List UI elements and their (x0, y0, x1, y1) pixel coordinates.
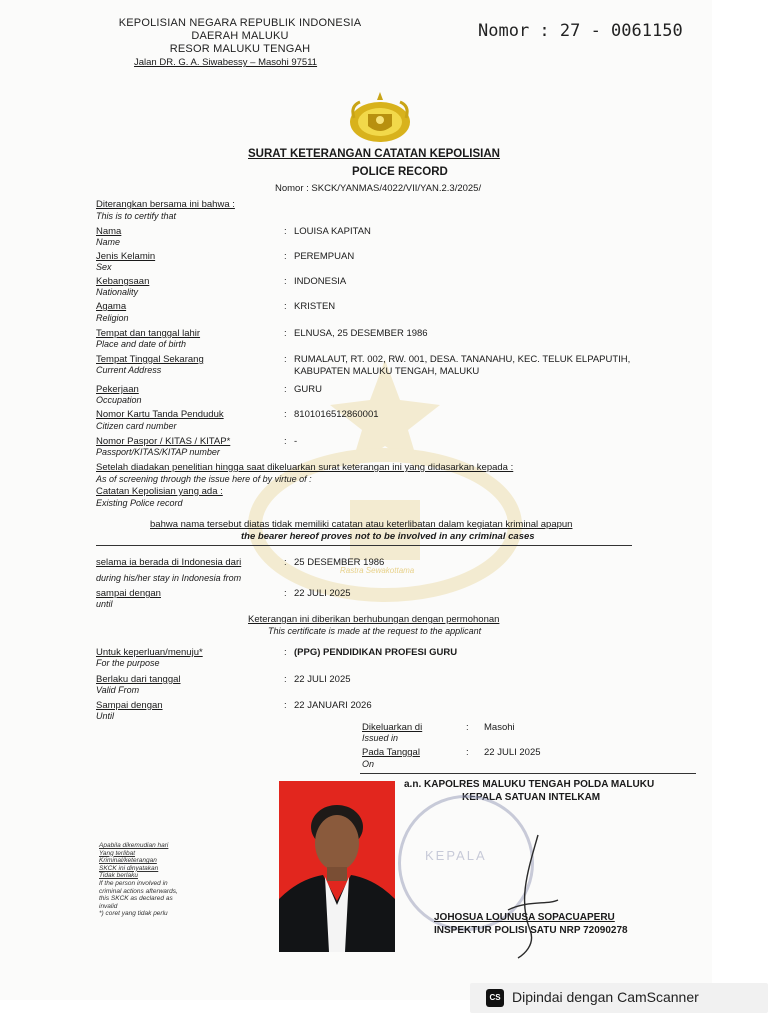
field-value: KRISTEN (294, 301, 336, 312)
issued-label: Dikeluarkan di (362, 722, 423, 733)
purpose-label: Sampai dengan (96, 700, 163, 711)
document-serial-number: Nomor : 27 - 0061150 (478, 21, 683, 41)
purpose-label: Untuk keperluan/menuju* (96, 647, 203, 658)
intro-label-english: This is to certify that (96, 211, 177, 221)
field-label-english: Passport/KITAS/KITAP number (96, 447, 220, 457)
issued-value: Masohi (484, 722, 515, 733)
field-label-english: Current Address (96, 365, 162, 375)
signature-authority: a.n. KAPOLRES MALUKU TENGAH POLDA MALUKU (404, 779, 655, 790)
field-label: Tempat dan tanggal lahir (96, 328, 201, 339)
police-record-label-english: Existing Police record (96, 498, 183, 508)
field-colon: : (284, 328, 287, 339)
field-value: - (294, 436, 298, 447)
field-colon: : (284, 409, 287, 420)
stay-value: 22 JULI 2025 (294, 588, 351, 599)
clearance-statement-english: the bearer hereof proves not to be involved in any criminal cases (241, 531, 535, 542)
field-value-continued: KABUPATEN MALUKU TENGAH, MALUKU (294, 366, 480, 377)
screening-label-english: As of screening through the issue here of by virtue of : (96, 474, 312, 484)
divider (96, 545, 632, 546)
field-label-english: Sex (96, 262, 112, 272)
field-label-english: Occupation (96, 395, 142, 405)
field-label: Kebangsaan (96, 276, 150, 287)
field-colon: : (284, 251, 287, 262)
footnote-line: Kriminal/keterangan (99, 857, 157, 865)
footnote-line: Apabila dikemudian hari (99, 842, 169, 849)
signature-position: KEPALA SATUAN INTELKAM (462, 792, 601, 803)
watermark-text: Rastra Sewakottama (340, 566, 415, 575)
field-label-english: Citizen card number (96, 421, 177, 431)
footnote-line: SKCK ini dinyatakan (99, 864, 159, 872)
field-colon: : (284, 226, 287, 237)
screening-label: Setelah diadakan penelitian hingga saat dikeluarkan surat keterangan ini yang didasarkan kepada : (96, 462, 514, 473)
header-line-2: DAERAH MALUKU (191, 30, 289, 42)
purpose-label-english: Until (96, 711, 115, 721)
field-colon: : (284, 436, 287, 447)
purpose-value: 22 JULI 2025 (294, 674, 351, 685)
purpose-colon: : (284, 647, 287, 658)
field-label: Nama (96, 226, 122, 237)
stay-label-english: during his/her stay in Indonesia from (96, 573, 242, 583)
field-label: Jenis Kelamin (96, 251, 156, 262)
purpose-label-english: Valid From (96, 685, 140, 695)
footnote-line: Yang terlibat (99, 849, 136, 857)
camscanner-label: Dipindai dengan CamScanner (512, 989, 699, 1005)
field-value: RUMALAUT, RT. 002, RW. 001, DESA. TANANAHU, KEC. TELUK ELPAPUTIH, (294, 354, 631, 365)
person-portrait-icon (279, 781, 395, 952)
field-label-english: Place and date of birth (96, 339, 187, 349)
field-value: ELNUSA, 25 DESEMBER 1986 (294, 328, 428, 339)
signatory-name: JOHOSUA LOUNUSA SOPACUAPERU (434, 912, 615, 923)
stay-label: selama ia berada di Indonesia dari (96, 557, 242, 568)
header-line-3: RESOR MALUKU TENGAH (169, 43, 311, 55)
camscanner-logo-icon: CS (486, 989, 504, 1007)
field-value: GURU (294, 384, 322, 395)
issued-colon: : (466, 747, 469, 758)
intro-label: Diterangkan bersama ini bahwa : (96, 199, 235, 210)
footnote-line: criminal actions afterwards, (99, 887, 178, 895)
purpose-value: (PPG) PENDIDIKAN PROFESI GURU (294, 647, 458, 658)
stay-colon: : (284, 557, 287, 568)
signatory-rank: INSPEKTUR POLISI SATU NRP 72090278 (434, 925, 628, 936)
field-label: Nomor Paspor / KITAS / KITAP* (96, 436, 231, 447)
issued-label: Pada Tanggal (362, 747, 420, 758)
header-line-1: KEPOLISIAN NEGARA REPUBLIK INDONESIA (118, 17, 362, 29)
stamp-text: KEPALA (425, 848, 487, 863)
field-label-english: Religion (96, 313, 129, 323)
applicant-photo (279, 781, 395, 952)
field-label: Pekerjaan (96, 384, 139, 395)
field-label: Nomor Kartu Tanda Penduduk (96, 409, 224, 420)
header-address: Jalan DR. G. A. Siwabessy – Masohi 97511 (134, 57, 318, 68)
field-colon: : (284, 354, 287, 365)
field-value: INDONESIA (294, 276, 347, 287)
field-label: Tempat Tinggal Sekarang (96, 354, 204, 365)
purpose-colon: : (284, 700, 287, 711)
request-note-english: This certificate is made at the request to the applicant (268, 626, 482, 636)
issued-label-english: On (362, 759, 375, 769)
stay-label: sampai dengan (96, 588, 161, 599)
issued-colon: : (466, 722, 469, 733)
stay-label-english: until (96, 599, 113, 609)
footnote-line: this SKCK as declared as (99, 895, 173, 903)
footnote-line: Tidak berlaku (99, 872, 138, 880)
document-number: Nomor : SKCK/YANMAS/4022/VII/YAN.2.3/2025/ (275, 183, 482, 194)
purpose-label: Berlaku dari tanggal (96, 674, 181, 685)
stay-colon: : (284, 588, 287, 599)
footnote-line: If the person involved in (99, 879, 168, 887)
issued-label-english: Issued in (362, 733, 399, 743)
divider (360, 773, 696, 774)
request-note: Keterangan ini diberikan berhubungan dengan permohonan (248, 614, 500, 625)
field-label: Agama (96, 301, 127, 312)
field-value: 8101016512860001 (294, 409, 379, 420)
field-value: PEREMPUAN (294, 251, 355, 262)
purpose-label-english: For the purpose (96, 658, 160, 668)
footnote-block (99, 842, 178, 918)
issued-value: 22 JULI 2025 (484, 747, 541, 758)
handwritten-signature (488, 830, 568, 960)
police-emblem-icon (346, 88, 414, 146)
field-colon: : (284, 384, 287, 395)
purpose-colon: : (284, 674, 287, 685)
field-label-english: Name (96, 237, 121, 247)
footnote-line: invalid (99, 902, 118, 910)
field-colon: : (284, 301, 287, 312)
document-title-english: POLICE RECORD (352, 166, 448, 178)
field-label-english: Nationality (96, 287, 139, 297)
stay-value: 25 DESEMBER 1986 (294, 557, 385, 568)
field-colon: : (284, 276, 287, 287)
camscanner-banner (470, 983, 768, 1013)
clearance-statement: bahwa nama tersebut diatas tidak memiliki catatan atau keterlibatan dalam kegiatan kriminal apapun (150, 519, 573, 530)
purpose-value: 22 JANUARI 2026 (294, 700, 372, 711)
field-value: LOUISA KAPITAN (294, 226, 371, 237)
police-record-label: Catatan Kepolisian yang ada : (96, 486, 223, 497)
footnote-line: *) coret yang tidak perlu (99, 910, 168, 918)
document-title: SURAT KETERANGAN CATATAN KEPOLISIAN (248, 148, 500, 160)
